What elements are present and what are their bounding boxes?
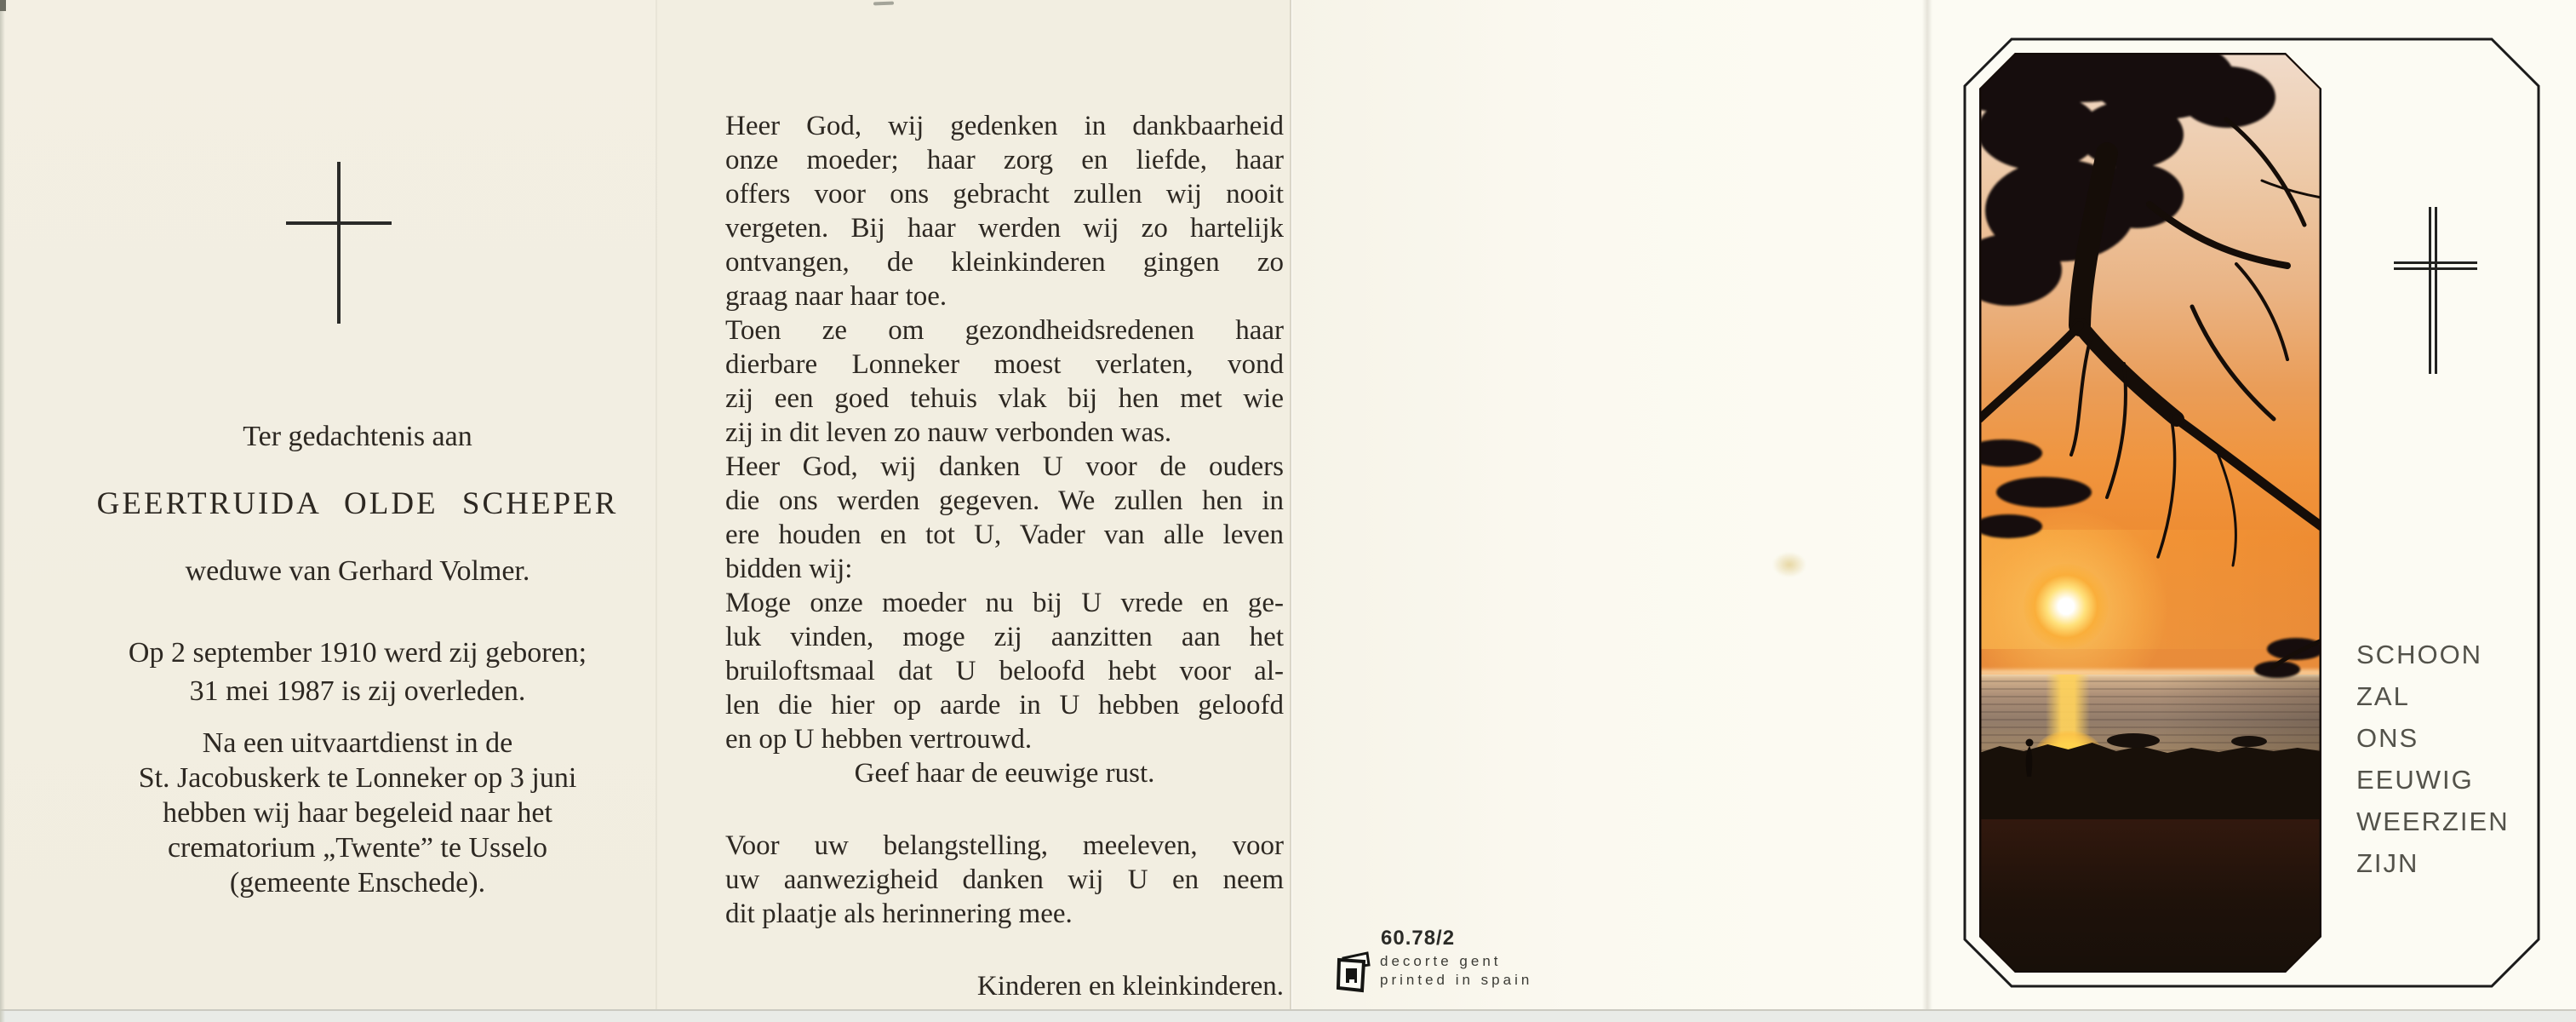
prayer-line: ere houden en tot U, Vader van alle leven [725, 520, 1284, 550]
prayer-line: die ons werden gegeven. We zullen hen in [725, 485, 1284, 516]
prayer-line: luk vinden, moge zij aanzitten aan het [725, 622, 1284, 652]
prayer-line: len die hier op aarde in U hebben geloofd [725, 690, 1284, 721]
card-booklet-icon [1333, 949, 1372, 993]
prayer-line: Toen ze om gezondheidsredenen haar [725, 315, 1284, 346]
back-outer-page [1291, 0, 1929, 1010]
page-fold-line [1290, 0, 1291, 1010]
motto-line: EEUWIG [2356, 765, 2474, 795]
scan-mark [873, 2, 894, 6]
prayer-line: zij een goed tehuis vlak bij hen met wie [725, 383, 1284, 414]
prayer-line: Heer God, wij danken U voor de ouders [725, 451, 1284, 482]
scanner-edge [0, 0, 5, 1022]
prayer-line: Geef haar de eeuwige rust. [854, 758, 1155, 789]
funeral-line: Na een uitvaartdienst in de [202, 727, 513, 759]
deceased-name: GEERTRUIDA OLDE SCHEPER [96, 486, 619, 521]
prayer-line: dierbare Lonneker moest verlaten, vond [725, 349, 1284, 380]
funeral-line: St. Jacobuskerk te Lonneker op 3 juni [138, 762, 577, 794]
prayer-line: dit plaatje als herinnering mee. [725, 899, 1073, 929]
prayer-line: uw aanwezigheid danken wij U en neem [725, 864, 1284, 895]
prayer-line [725, 931, 1284, 969]
prayer-line: Voor uw belangstelling, meeleven, voor [725, 830, 1284, 861]
photo-keyline-border [1979, 53, 2321, 973]
prayer-line: graag naar haar toe. [725, 281, 947, 312]
funeral-line: crematorium „Twente” te Usselo [167, 832, 548, 864]
motto-line: WEERZIEN [2356, 807, 2510, 836]
prayer-line: onze moeder; haar zorg en liefde, haar [725, 145, 1284, 175]
publisher-name: decorte gent [1380, 953, 1502, 969]
memorial-prayer-text [725, 109, 1284, 1003]
prayer-line: en op U hebben vertrouwd. [725, 724, 1033, 755]
paper-smudge [1772, 552, 1806, 577]
cover-motto [2356, 634, 2561, 884]
prayer-line: Kinderen en kleinkinderen. [976, 971, 1284, 1002]
prayer-line: Heer God, wij gedenken in dankbaarheid [725, 111, 1284, 141]
printed-in-label: printed in spain [1380, 972, 1533, 988]
prayer-line: zij in dit leven zo nauw verbonden was. [725, 417, 1172, 448]
prayer-line: offers voor ons gebracht zullen wij nooit [725, 179, 1284, 210]
motto-line: ZAL [2356, 681, 2410, 711]
dedication-line: Ter gedachtenis aan [243, 421, 472, 452]
prayer-line: ontvangen, de kleinkinderen gingen zo [725, 247, 1284, 278]
funeral-paragraph [51, 726, 664, 900]
prayer-line: bruiloftsmaal dat U beloofd hebt voor al- [725, 656, 1284, 686]
scanner-edge [0, 1009, 2576, 1022]
dates-block [51, 634, 664, 710]
page-fold-line [655, 0, 657, 1010]
page-edge-shadow [1922, 0, 1932, 1010]
prayer-line: Moge onze moeder nu bij U vrede en ge- [725, 588, 1284, 618]
death-line: 31 mei 1987 is zij overleden. [189, 675, 526, 707]
funeral-line: hebben wij haar begeleid naar het [163, 797, 552, 829]
relation-line: weduwe van Gerhard Volmer. [185, 555, 530, 587]
prayer-line [725, 790, 1284, 829]
funeral-line: (gemeente Enschede). [229, 867, 486, 899]
motto-line: ONS [2356, 723, 2419, 753]
scan-mark [0, 0, 6, 11]
sunset-photo [1979, 53, 2321, 973]
prayer-line: bidden wij: [725, 554, 853, 584]
motto-line: SCHOON [2356, 640, 2483, 669]
print-code: 60.78/2 [1381, 927, 1456, 950]
birth-line: Op 2 september 1910 werd zij geboren; [128, 637, 587, 669]
motto-line: ZIJN [2356, 848, 2419, 878]
prayer-line: vergeten. Bij haar werden wij zo hartelijk [725, 213, 1284, 244]
